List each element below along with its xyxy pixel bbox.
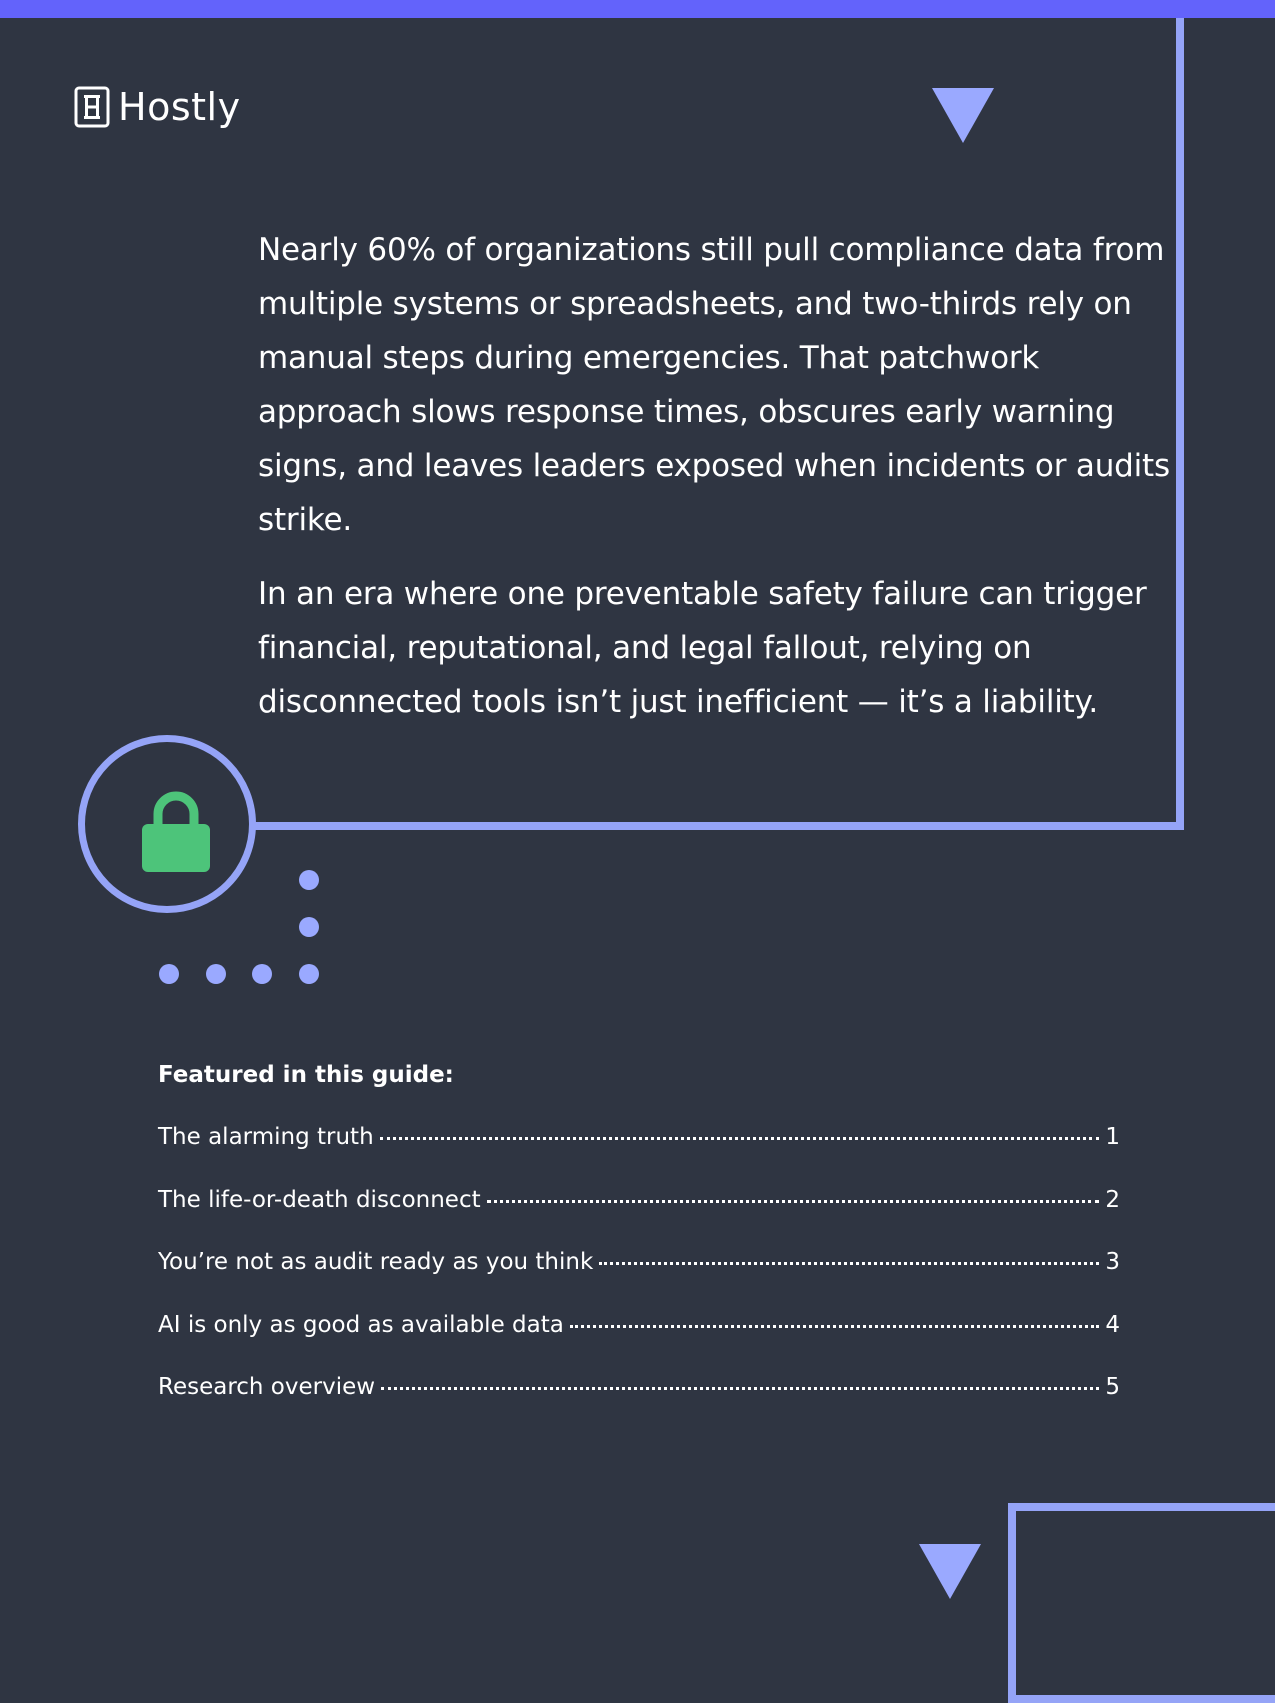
decorative-dot xyxy=(252,964,272,984)
intro-text xyxy=(258,223,1170,729)
corner-frame xyxy=(1008,1503,1275,1703)
toc-item[interactable] xyxy=(158,1374,1120,1437)
toc-item-title: You’re not as audit ready as you think xyxy=(158,1249,594,1275)
triangle-down-icon xyxy=(919,1544,981,1599)
frame-right-border xyxy=(1176,18,1184,830)
dot-leader xyxy=(380,1136,1100,1140)
dot-leader xyxy=(599,1261,1099,1265)
decorative-dot xyxy=(299,964,319,984)
toc-item-title: Research overview xyxy=(158,1374,376,1400)
dot-leader xyxy=(570,1324,1100,1328)
decorative-dot xyxy=(299,870,319,890)
toc-item-title: The alarming truth xyxy=(158,1124,374,1150)
dot-leader xyxy=(381,1386,1099,1390)
decorative-dot xyxy=(206,964,226,984)
toc-item[interactable] xyxy=(158,1249,1120,1312)
toc-item[interactable] xyxy=(158,1187,1120,1250)
brand-name: Hostly xyxy=(118,85,241,129)
toc-item-page: 4 xyxy=(1105,1311,1120,1338)
triangle-down-icon xyxy=(932,88,994,143)
lock-badge xyxy=(78,735,256,913)
frame-bottom-border xyxy=(250,822,1184,830)
table-of-contents xyxy=(158,1060,1120,1437)
decorative-dot xyxy=(159,964,179,984)
toc-item[interactable] xyxy=(158,1124,1120,1187)
brand-logo xyxy=(74,86,241,128)
top-accent-bar xyxy=(0,0,1275,18)
toc-item-title: The life-or-death disconnect xyxy=(158,1186,481,1213)
hostly-logo-icon xyxy=(74,86,110,128)
dot-leader xyxy=(487,1199,1100,1203)
toc-item-page: 2 xyxy=(1105,1186,1120,1213)
decorative-dot xyxy=(299,917,319,937)
toc-item[interactable] xyxy=(158,1312,1120,1375)
toc-item-page: 5 xyxy=(1105,1374,1120,1400)
toc-item-page: 1 xyxy=(1105,1124,1120,1150)
toc-item-page: 3 xyxy=(1105,1249,1120,1275)
intro-paragraph-1: Nearly 60% of organizations still pull compliance data from multiple systems or spreadsheets, and two-thirds rely on manual steps during emergencies. That patchwork approach slows response times, obscures early warning signs, and leaves leaders exposed when incidents or audits strike. xyxy=(258,232,1170,538)
intro-paragraph-2: In an era where one preventable safety failure can trigger financial, reputational, and legal fallout, relying on disconnected tools isn’t just inefficient — it’s a liability. xyxy=(258,576,1147,720)
lock-icon xyxy=(142,790,210,874)
toc-heading: Featured in this guide: xyxy=(158,1062,454,1088)
toc-item-title: AI is only as good as available data xyxy=(158,1311,564,1338)
